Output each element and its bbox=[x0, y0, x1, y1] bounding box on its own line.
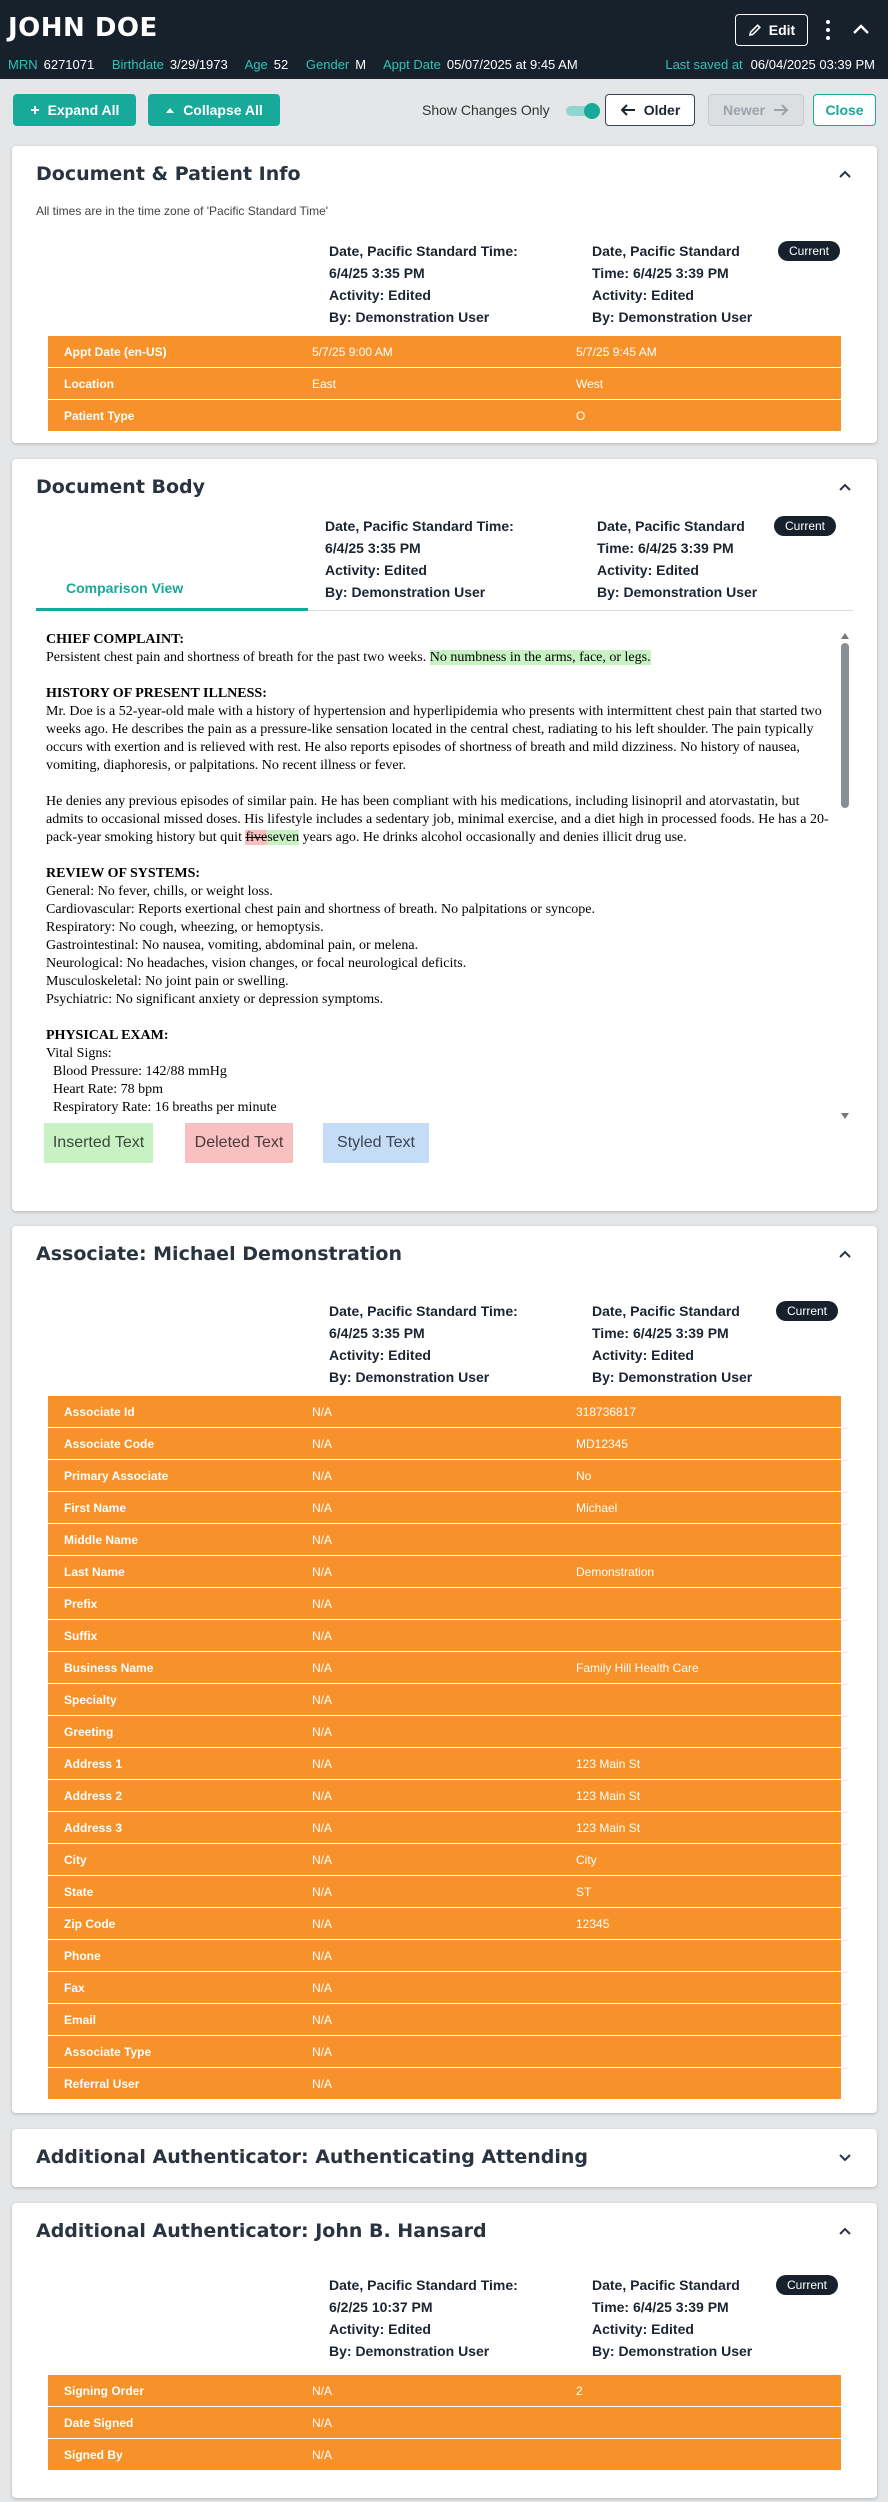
version-date: Time: 6/4/25 3:39 PM bbox=[592, 2299, 729, 2315]
gender-label: Gender bbox=[305, 57, 350, 72]
table-row bbox=[48, 1460, 841, 1492]
version-date: Time: 6/4/25 3:39 PM bbox=[592, 1325, 729, 1341]
previous-value: N/A bbox=[312, 1564, 333, 1579]
scroll-up-icon[interactable] bbox=[841, 633, 849, 639]
field-name: Greeting bbox=[64, 1724, 114, 1739]
field-name: Patient Type bbox=[64, 408, 135, 423]
version-date: 6/4/25 3:35 PM bbox=[329, 265, 425, 281]
timezone-note: All times are in the time zone of 'Pacific Standard Time' bbox=[36, 204, 329, 218]
birthdate-label: Birthdate bbox=[111, 57, 164, 72]
current-version-header bbox=[592, 2274, 752, 2362]
previous-value: N/A bbox=[312, 1596, 333, 1611]
newer-button bbox=[708, 94, 804, 126]
current-value: 123 Main St bbox=[576, 1756, 641, 1771]
table-row bbox=[48, 1396, 841, 1428]
field-name: Primary Associate bbox=[64, 1468, 169, 1483]
document-patient-info-card bbox=[12, 146, 877, 443]
ros-line: Gastrointestinal: No nausea, vomiting, abdominal pain, or melena. bbox=[46, 938, 419, 953]
age-value: 52 bbox=[273, 57, 289, 72]
field-name: Address 2 bbox=[64, 1788, 123, 1803]
version-activity: Activity: Edited bbox=[329, 287, 431, 303]
previous-value: N/A bbox=[312, 1948, 333, 1963]
table-row bbox=[48, 1556, 841, 1588]
current-version-header bbox=[592, 1300, 752, 1388]
version-date-label: Date, Pacific Standard Time: bbox=[329, 243, 518, 259]
ros-line: Cardiovascular: Reports exertional chest pain and shortness of breath. No palpitations or syncope. bbox=[46, 902, 595, 917]
arrow-right-icon bbox=[773, 104, 789, 116]
field-name: Associate Code bbox=[64, 1436, 155, 1451]
version-date-label: Date, Pacific Standard bbox=[592, 2277, 740, 2293]
version-date-label: Date, Pacific Standard Time: bbox=[329, 2277, 518, 2293]
field-name: Appt Date (en-US) bbox=[64, 344, 167, 359]
previous-value: N/A bbox=[312, 1916, 333, 1931]
previous-value: N/A bbox=[312, 1852, 333, 1867]
card-title: Associate: Michael Demonstration bbox=[36, 1243, 402, 1265]
chevron-up-icon[interactable] bbox=[837, 166, 853, 182]
current-value: ST bbox=[576, 1884, 592, 1899]
field-name: Middle Name bbox=[64, 1532, 139, 1547]
ros-line: Psychiatric: No significant anxiety or depression symptoms. bbox=[46, 992, 384, 1007]
gender-value: M bbox=[355, 57, 367, 72]
version-date-label: Date, Pacific Standard Time: bbox=[329, 1303, 518, 1319]
current-value: 2 bbox=[576, 2383, 583, 2398]
patient-meta bbox=[8, 57, 592, 72]
comparison-document[interactable] bbox=[46, 631, 834, 1114]
version-activity: Activity: Edited bbox=[592, 287, 694, 303]
field-name: Signing Order bbox=[64, 2383, 145, 2398]
table-row bbox=[48, 1812, 841, 1844]
previous-value: N/A bbox=[312, 2383, 333, 2398]
table-row bbox=[48, 2004, 841, 2036]
current-value: Demonstration bbox=[576, 1564, 655, 1579]
field-name: Location bbox=[64, 376, 114, 391]
associate-card bbox=[12, 1226, 877, 2113]
table-row bbox=[48, 1620, 841, 1652]
newer-label: Newer bbox=[722, 102, 766, 118]
patient-info-table bbox=[48, 336, 841, 432]
field-name: City bbox=[64, 1852, 87, 1867]
field-name: Email bbox=[64, 2012, 97, 2027]
document-scrollbar[interactable] bbox=[840, 631, 850, 1121]
previous-value: N/A bbox=[312, 1628, 333, 1643]
current-value: MD12345 bbox=[576, 1436, 629, 1451]
last-saved-value: 06/04/2025 03:39 PM bbox=[750, 57, 875, 72]
table-row bbox=[48, 1652, 841, 1684]
table-row bbox=[48, 1780, 841, 1812]
exam-line: Heart Rate: 78 bpm bbox=[53, 1082, 164, 1097]
show-changes-label: Show Changes Only bbox=[422, 102, 550, 118]
field-name: Suffix bbox=[64, 1628, 98, 1643]
table-row bbox=[48, 2375, 841, 2407]
table-row bbox=[48, 368, 841, 400]
current-badge: Current bbox=[774, 516, 836, 536]
ros-heading: REVIEW OF SYSTEMS: bbox=[46, 866, 201, 881]
field-name: Date Signed bbox=[64, 2415, 134, 2430]
field-name: Prefix bbox=[64, 1596, 98, 1611]
previous-version-header bbox=[329, 1300, 518, 1388]
card-title: Document Body bbox=[36, 476, 206, 498]
previous-value: N/A bbox=[312, 1980, 333, 1995]
arrow-left-icon bbox=[620, 104, 636, 116]
table-row bbox=[48, 2439, 841, 2471]
patient-name: JOHN DOE bbox=[8, 13, 158, 43]
collapse-header-icon[interactable] bbox=[847, 16, 875, 44]
document-body-card bbox=[12, 459, 877, 1211]
version-date: 6/4/25 3:35 PM bbox=[329, 1325, 425, 1341]
deleted-text: five bbox=[245, 830, 268, 845]
version-date: Time: 6/4/25 3:39 PM bbox=[597, 540, 734, 556]
older-button[interactable] bbox=[605, 94, 695, 126]
previous-value: N/A bbox=[312, 1692, 333, 1707]
chevron-down-icon[interactable] bbox=[837, 2150, 853, 2166]
john-hansard-card bbox=[12, 2203, 877, 2498]
legend-deleted: Deleted Text bbox=[185, 1123, 293, 1163]
chevron-up-icon[interactable] bbox=[837, 479, 853, 495]
version-user: By: Demonstration User bbox=[592, 2343, 753, 2359]
field-name: Signed By bbox=[64, 2447, 123, 2462]
close-label: Close bbox=[825, 102, 864, 118]
field-name: Address 3 bbox=[64, 1820, 123, 1835]
table-row bbox=[48, 1428, 841, 1460]
version-activity: Activity: Edited bbox=[329, 2321, 431, 2337]
previous-value: N/A bbox=[312, 2415, 333, 2430]
previous-value: N/A bbox=[312, 2012, 333, 2027]
version-user: By: Demonstration User bbox=[329, 1369, 490, 1385]
associate-table bbox=[48, 1396, 841, 2100]
previous-value: N/A bbox=[312, 1884, 333, 1899]
inserted-text: seven bbox=[267, 830, 300, 845]
appt-date-value: 05/07/2025 at 9:45 AM bbox=[446, 57, 578, 72]
previous-value: N/A bbox=[312, 1756, 333, 1771]
patient-header bbox=[0, 0, 888, 79]
field-name: Referral User bbox=[64, 2076, 140, 2091]
version-user: By: Demonstration User bbox=[597, 584, 758, 600]
scroll-thumb[interactable] bbox=[841, 643, 849, 808]
pencil-icon bbox=[748, 23, 762, 37]
current-value: Michael bbox=[576, 1500, 618, 1515]
current-value: Family Hill Health Care bbox=[576, 1660, 699, 1675]
collapse-all-button[interactable] bbox=[148, 94, 280, 126]
table-row bbox=[48, 1876, 841, 1908]
table-row bbox=[48, 1908, 841, 1940]
chevron-up-icon[interactable] bbox=[837, 1246, 853, 1262]
legend-styled: Styled Text bbox=[323, 1123, 429, 1163]
older-label: Older bbox=[643, 102, 681, 118]
current-badge: Current bbox=[778, 241, 840, 261]
previous-value: N/A bbox=[312, 1532, 333, 1547]
version-date: 6/2/25 10:37 PM bbox=[329, 2299, 433, 2315]
expand-all-button[interactable] bbox=[13, 94, 136, 126]
birthdate-value: 3/29/1973 bbox=[169, 57, 228, 72]
field-name: Address 1 bbox=[64, 1756, 123, 1771]
card-title: Additional Authenticator: Authenticating Attending bbox=[36, 2146, 588, 2168]
version-user: By: Demonstration User bbox=[592, 309, 753, 325]
hpi-paragraph: years ago. He drinks alcohol occasionally and denies illicit drug use. bbox=[302, 830, 687, 845]
hpi-paragraph: He denies any previous episodes of similar pain. He has been compliant with his medications, including lisinopril and atorvastatin, but admits to occasional missed doses. His lifestyle includes a sedentary job, minimal exercise, and a diet high in processed foods. He has a 20-pack-year smoking history but quit bbox=[46, 794, 829, 845]
version-date: Time: 6/4/25 3:39 PM bbox=[592, 265, 729, 281]
version-date-label: Date, Pacific Standard Time: bbox=[325, 518, 514, 534]
last-saved-label: Last saved at bbox=[665, 57, 743, 72]
table-row bbox=[48, 1748, 841, 1780]
ros-line: General: No fever, chills, or weight loss. bbox=[46, 884, 273, 899]
version-activity: Activity: Edited bbox=[329, 1347, 431, 1363]
field-name: State bbox=[64, 1884, 94, 1899]
current-value: 123 Main St bbox=[576, 1788, 641, 1803]
current-value: 5/7/25 9:45 AM bbox=[576, 344, 657, 359]
scroll-down-icon[interactable] bbox=[841, 1113, 849, 1119]
table-row bbox=[48, 1940, 841, 1972]
previous-value: N/A bbox=[312, 2044, 333, 2059]
expand-all-label: Expand All bbox=[47, 102, 120, 118]
current-badge: Current bbox=[776, 2275, 838, 2295]
appt-date-label: Appt Date bbox=[383, 57, 441, 72]
previous-value: N/A bbox=[312, 2447, 333, 2462]
chief-complaint-text: Persistent chest pain and shortness of breath for the past two weeks. bbox=[46, 650, 427, 665]
previous-value: East bbox=[312, 376, 337, 391]
current-value: 12345 bbox=[576, 1916, 610, 1931]
table-row bbox=[48, 1972, 841, 2004]
authenticating-attending-card[interactable] bbox=[12, 2129, 877, 2187]
previous-value: N/A bbox=[312, 1436, 333, 1451]
previous-value: N/A bbox=[312, 2076, 333, 2091]
ros-line: Respiratory: No cough, wheezing, or hemoptysis. bbox=[46, 920, 324, 935]
hpi-paragraph: Mr. Doe is a 52-year-old male with a history of hypertension and hyperlipidemia who presents with intermittent chest pain that started two weeks ago. He describes the pain as a pressure-like sensation located in the central chest, radiating to his left shoulder. The pain typically occurs with exertion and is relieved with rest. He also reports episodes of shortness of breath and mild dizziness. No history of nausea, vomiting, diaphoresis, or palpitations. No recent illness or fever. bbox=[46, 704, 822, 773]
edit-button[interactable] bbox=[735, 14, 808, 46]
previous-version-header bbox=[329, 240, 518, 328]
chief-complaint-heading: CHIEF COMPLAINT: bbox=[46, 632, 185, 647]
current-value: No bbox=[576, 1468, 592, 1483]
field-name: First Name bbox=[64, 1500, 127, 1515]
current-value: 318736817 bbox=[576, 1404, 637, 1419]
legend-inserted: Inserted Text bbox=[44, 1123, 153, 1163]
current-version-header bbox=[597, 515, 757, 603]
version-user: By: Demonstration User bbox=[329, 2343, 490, 2359]
table-row bbox=[48, 1716, 841, 1748]
close-button[interactable] bbox=[813, 94, 876, 126]
card-title: Document & Patient Info bbox=[36, 163, 301, 185]
version-user: By: Demonstration User bbox=[329, 309, 490, 325]
mrn-value: 6271071 bbox=[43, 57, 95, 72]
version-user: By: Demonstration User bbox=[325, 584, 486, 600]
table-row bbox=[48, 2036, 841, 2068]
chevron-up-icon[interactable] bbox=[837, 2223, 853, 2239]
table-row bbox=[48, 2068, 841, 2100]
field-name: Associate Id bbox=[64, 1404, 135, 1419]
last-saved bbox=[665, 57, 875, 72]
table-row bbox=[48, 336, 841, 368]
hpi-heading: HISTORY OF PRESENT ILLNESS: bbox=[46, 686, 267, 701]
card-title: Additional Authenticator: John B. Hansard bbox=[36, 2220, 487, 2242]
age-label: Age bbox=[244, 57, 268, 72]
ros-line: Musculoskeletal: No joint pain or swelling. bbox=[46, 974, 289, 989]
field-name: Specialty bbox=[64, 1692, 117, 1707]
field-name: Business Name bbox=[64, 1660, 154, 1675]
version-activity: Activity: Edited bbox=[325, 562, 427, 578]
active-tab-indicator bbox=[36, 608, 308, 611]
current-value: West bbox=[576, 376, 604, 391]
previous-value: N/A bbox=[312, 1404, 333, 1419]
table-row bbox=[48, 1844, 841, 1876]
field-name: Fax bbox=[64, 1980, 85, 1995]
previous-value: N/A bbox=[312, 1724, 333, 1739]
field-name: Zip Code bbox=[64, 1916, 116, 1931]
current-value: City bbox=[576, 1852, 597, 1867]
field-name: Phone bbox=[64, 1948, 101, 1963]
previous-value: N/A bbox=[312, 1468, 333, 1483]
version-activity: Activity: Edited bbox=[597, 562, 699, 578]
current-badge: Current bbox=[776, 1301, 838, 1321]
previous-value: N/A bbox=[312, 1788, 333, 1803]
field-name: Last Name bbox=[64, 1564, 125, 1579]
previous-value: N/A bbox=[312, 1820, 333, 1835]
edit-button-label: Edit bbox=[768, 22, 796, 38]
physical-exam-heading: PHYSICAL EXAM: bbox=[46, 1028, 169, 1043]
current-value: O bbox=[576, 408, 586, 423]
version-user: By: Demonstration User bbox=[592, 1369, 753, 1385]
version-activity: Activity: Edited bbox=[592, 2321, 694, 2337]
tab-comparison-view[interactable]: Comparison View bbox=[66, 580, 184, 596]
version-date-label: Date, Pacific Standard bbox=[597, 518, 745, 534]
exam-line: Respiratory Rate: 16 breaths per minute bbox=[53, 1100, 277, 1114]
version-date-label: Date, Pacific Standard bbox=[592, 243, 740, 259]
mrn-label: MRN bbox=[8, 57, 38, 72]
more-options-icon[interactable] bbox=[820, 18, 836, 42]
collapse-all-label: Collapse All bbox=[183, 102, 263, 118]
caret-up-icon bbox=[165, 106, 175, 114]
show-changes-toggle[interactable] bbox=[566, 103, 600, 119]
current-version-header bbox=[592, 240, 752, 328]
version-date: 6/4/25 3:35 PM bbox=[325, 540, 421, 556]
exam-line: Vital Signs: bbox=[46, 1046, 112, 1061]
authenticator-table bbox=[48, 2375, 841, 2471]
exam-line: Blood Pressure: 142/88 mmHg bbox=[53, 1064, 227, 1079]
table-row bbox=[48, 1492, 841, 1524]
previous-version-header bbox=[329, 2274, 518, 2362]
previous-value: N/A bbox=[312, 1500, 333, 1515]
field-name: Associate Type bbox=[64, 2044, 152, 2059]
table-row bbox=[48, 400, 841, 432]
previous-value: N/A bbox=[312, 1660, 333, 1675]
current-value: 123 Main St bbox=[576, 1820, 641, 1835]
table-row bbox=[48, 1684, 841, 1716]
previous-value: 5/7/25 9:00 AM bbox=[312, 344, 393, 359]
plus-icon bbox=[30, 105, 40, 115]
table-row bbox=[48, 1588, 841, 1620]
table-row bbox=[48, 1524, 841, 1556]
previous-version-header bbox=[325, 515, 514, 603]
table-row bbox=[48, 2407, 841, 2439]
ros-line: Neurological: No headaches, vision changes, or focal neurological deficits. bbox=[46, 956, 467, 971]
version-date-label: Date, Pacific Standard bbox=[592, 1303, 740, 1319]
version-activity: Activity: Edited bbox=[592, 1347, 694, 1363]
inserted-text: No numbness in the arms, face, or legs. bbox=[429, 650, 651, 665]
